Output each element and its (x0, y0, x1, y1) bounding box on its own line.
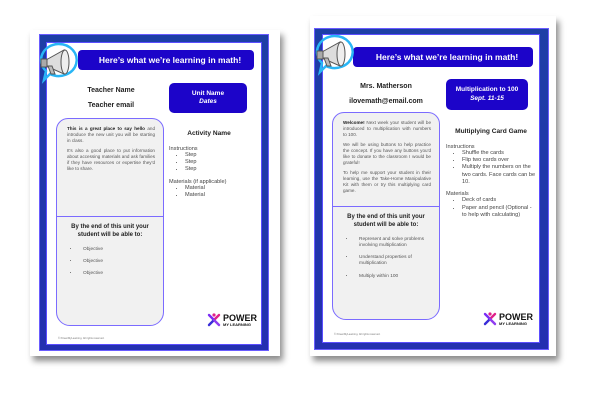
unit-dates: Sept. 11-15 (470, 94, 504, 102)
intro-panel (332, 112, 440, 320)
instruction-step: • Step (185, 166, 249, 173)
objectives-title: By the end of this unit your student will be able to: (347, 214, 425, 228)
logo-line-2: MY LEARNING (223, 321, 251, 327)
header-banner: Here’s what we’re learning in math! (353, 47, 533, 67)
objectives-section (333, 206, 439, 294)
materials-label: Materials (if applicable) (169, 178, 227, 185)
intro-text: Next week your student will be introduced to multiplication with numbers to 100. (343, 120, 431, 137)
logo-star-icon (483, 312, 497, 326)
intro-panel (56, 118, 164, 326)
teacher-email: ilovemath@email.com (349, 98, 423, 105)
objective-item: • Objective (79, 271, 159, 277)
materials-label: Materials (446, 191, 469, 198)
activity-name: Multiplying Card Game (455, 128, 527, 135)
material-item: • Material (185, 192, 249, 199)
objective-item: • Represent and solve problems involving multiplication (355, 237, 435, 249)
unit-box (446, 79, 528, 110)
intro-greeting: Welcome! (343, 120, 365, 125)
teacher-name: Teacher Name (87, 87, 135, 94)
intro-paragraph-2: It's also a good place to put information about accessing materials and ask families if they have resources or expertise they'd like to share. (67, 147, 155, 171)
teacher-name: Mrs. Matherson (360, 83, 412, 90)
material-item: • Deck of cards (462, 197, 536, 204)
megaphone-icon (312, 32, 356, 76)
power-my-learning-logo (207, 313, 257, 327)
objectives-section (57, 216, 163, 291)
logo-line-1: POWER (499, 311, 534, 322)
header-banner: Here’s what we’re learning in math! (78, 50, 254, 70)
unit-name: Unit Name (191, 89, 225, 97)
objective-item: • Understand properties of multiplication (355, 255, 435, 267)
instruction-step: • Flip two cards over (462, 157, 536, 164)
unit-box (169, 83, 247, 113)
objective-item: • Multiply within 100 (355, 274, 435, 280)
activity-name: Activity Name (187, 130, 231, 137)
intro-greeting: This is a great place to say hello (67, 126, 145, 131)
objective-item: • Objective (79, 247, 159, 253)
objective-item: • Objective (79, 259, 159, 265)
instruction-step: • Step (185, 159, 249, 166)
instruction-step: • Multiply the numbers on the two cards. Face cards can be 10. (462, 164, 536, 186)
material-item: • Material (185, 185, 249, 192)
instruction-step: • Shuffle the cards (462, 150, 536, 157)
logo-line-2: MY LEARNING (499, 320, 527, 326)
activity-section (446, 128, 536, 224)
intro-paragraph-2: We will be using buttons to help practice the concept. If you have any buttons you'd like to donate to the classroom I would be grateful! (343, 141, 431, 165)
copyright: © PowerMyLearning. All rights reserved. (58, 337, 105, 340)
intro-text: and introduce the new unit you will be starting in class. (67, 126, 155, 143)
power-my-learning-logo (483, 312, 533, 326)
instructions-label: Instructions (169, 145, 198, 152)
unit-dates: Dates (199, 98, 217, 105)
activity-section (169, 130, 249, 204)
megaphone-icon (36, 40, 80, 84)
intro-paragraph-3: To help me support your student in their learning, use the Take-Home Manipulative Kit with them or try this multiplying card game. (343, 169, 431, 193)
instruction-step: • Step (185, 152, 249, 159)
unit-name: Multiplication to 100 (455, 86, 519, 94)
teacher-email: Teacher email (87, 102, 135, 109)
copyright: © PowerMyLearning. All rights reserved. (334, 333, 381, 336)
logo-line-1: POWER (223, 312, 258, 323)
objectives-title: By the end of this unit your student will be able to: (71, 224, 149, 238)
instructions-label: Instructions (446, 143, 475, 150)
material-item: • Paper and pencil (Optional - to help with calculating) (462, 205, 536, 220)
logo-star-icon (207, 313, 221, 327)
